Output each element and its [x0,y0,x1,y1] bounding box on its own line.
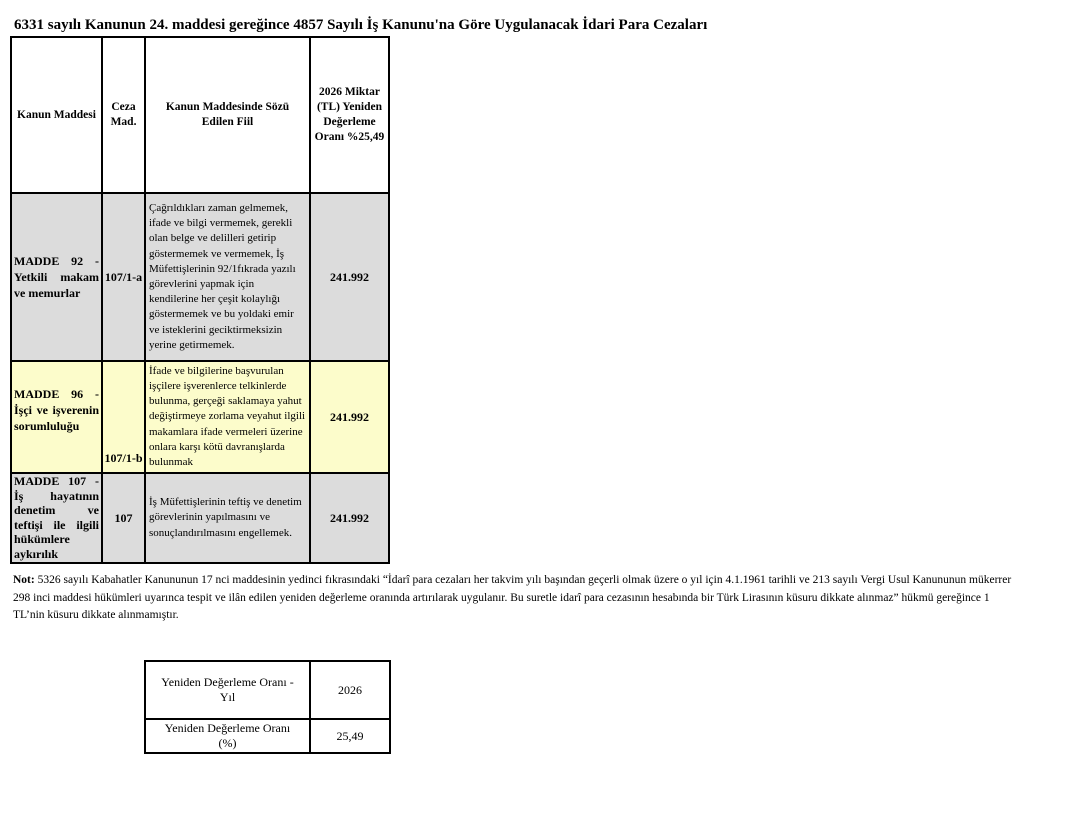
revaluation-rate-table [144,660,391,754]
row-ceza-mad: 107/1-a [102,193,145,361]
rate-value: 25,49 [310,719,390,753]
row-fiil: İş Müfettişlerinin teftiş ve denetim görevlerinin yapılmasını ve sonuçlandırılmasını engellemek. [145,473,310,563]
row-ceza-mad: 107 [102,473,145,563]
header-ceza-mad: Ceza Mad. [102,37,145,193]
rate-label: Yeniden Değerleme Oranı - Yıl [145,661,310,719]
footnote-text: 5326 sayılı Kabahatler Kanununun 17 nci maddesinin yedinci fıkrasındaki “İdarî para cezaları her takvim yılı başından geçerli olmak üzere o yıl için 4.1.1961 tarihli ve 213 sayılı Vergi Usul Kanununun mükerrer 298 inci maddesi hükümleri uyarınca tespit ve ilân edilen yeniden değerleme oranında artırılarak uygulanır. Bu suretle idarî para cezasının hesabında bir Türk Lirasının küsuru dikkate alınmaz” hükmü gereğince 1 TL’nin küsuru dikkate alınmamıştır. [13,574,1012,621]
row-miktar: 241.992 [310,361,389,473]
table-row [11,361,389,473]
penalty-table [10,36,390,564]
header-miktar: 2026 Miktar (TL) Yeniden Değerleme Oranı %25,49 [310,37,389,193]
rate-row [145,719,390,753]
row-kanun-maddesi: MADDE 107 - İş hayatının denetim ve teftişi ile ilgili hükümlere aykırılık [11,473,102,563]
header-kanun-maddesi: Kanun Maddesi [11,37,102,193]
page-title: 6331 sayılı Kanunun 24. maddesi gereğince 4857 Sayılı İş Kanunu'na Göre Uygulanacak İdari Para Cezaları [14,17,708,33]
row-kanun-maddesi: MADDE 96 - İşçi ve işverenin sorumluluğu [11,361,102,473]
row-ceza-mad: 107/1-b [102,361,145,473]
row-kanun-maddesi: MADDE 92 - Yetkili makam ve memurlar [11,193,102,361]
table-row [11,473,389,563]
table-header-row [11,37,389,193]
row-miktar: 241.992 [310,193,389,361]
header-fiil: Kanun Maddesinde Sözü Edilen Fiil [145,37,310,193]
rate-row [145,661,390,719]
row-miktar: 241.992 [310,473,389,563]
row-fiil: Çağrıldıkları zaman gelmemek, ifade ve bilgi vermemek, gerekli olan belge ve delilleri getirip göstermemek ve vermemek, İş Müfettişlerinin 92/1fıkrada yazılı görevlerini yapmak için kendilerine her çeşit kolaylığı göstermemek ve bu yoldaki emir ve isteklerini geciktirmeksizin yerine getirmemek. [145,193,310,361]
rate-label: Yeniden Değerleme Oranı (%) [145,719,310,753]
rate-value: 2026 [310,661,390,719]
row-fiil: İfade ve bilgilerine başvurulan işçilere işverenlerce telkinlerde bulunma, gerçeği saklamaya yahut değiştirmeye zorlama veyahut ilgili makamlara ifade vermeleri üzerine onlara karşı kötü davranışlarda bulunmak [145,361,310,473]
table-row [11,193,389,361]
footnote [13,572,1013,625]
footnote-label: Not: [13,574,35,586]
